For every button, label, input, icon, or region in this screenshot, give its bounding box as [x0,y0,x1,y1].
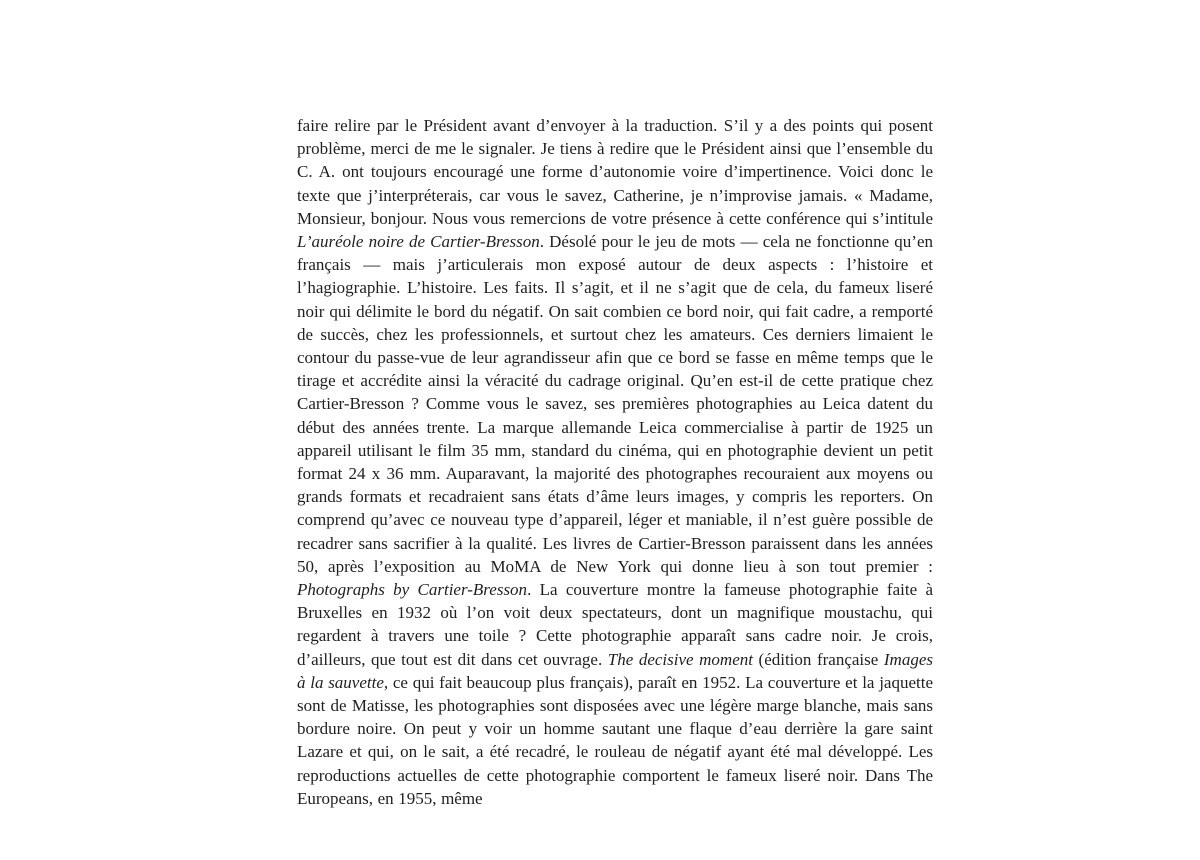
italic-text-segment: L’auréole noire de Cartier-Bresson [297,232,540,252]
page-paragraph [297,114,933,810]
italic-text-segment: The decisive moment [607,649,753,669]
text-segment: . Désolé pour le jeu de mots — cela ne fonctionne qu’en français — mais j’articulerais mon exposé autour de deux aspects : l’histoire et l’hagiographie. L’histoire. Les faits. Il s’agit, et il ne s’agit que de cela, du fameux liseré noir qui délimite le bord du négatif. On sait combien ce bord noir, qui fait cadre, a remporté de succès, chez les professionnels, et surtout chez les amateurs. Ces derniers limaient le contour du passe-vue de leur agrandisseur afin que ce bord se fasse en même temps que le tirage et accrédite ainsi la véracité du cadrage original. Qu’en est-il de cette pratique chez Cartier-Bresson ? Comme vous le savez, ses premières photographies au Leica datent du début des années trente. La marque allemande Leica commercialise à partir de 1925 un appareil utilisant le film 35 mm, standard du cinéma, qui en photographie devient un petit format 24 x 36 mm. Auparavant, la majorité des photographes recouraient aux moyens ou grands formats et recadraient sans états d’âme leurs images, y compris les reporters. On comprend qu’avec ce nouveau type d’appareil, léger et maniable, il n’est guère possible de recadrer sans sacrifier à la qualité. Les livres de Cartier-Bresson paraissent dans les années 50, après l’exposition au MoMA de New York qui donne lieu à son tout premier : [297,232,934,576]
italic-text-segment: Photographs by Cartier-Bresson [297,580,528,600]
text-segment: faire relire par le Président avant d’envoyer à la traduction. S’il y a des points qui posent problème, merci de me le signaler. Je tiens à redire que le Président ainsi que l’ensemble du C. A. ont toujours encouragé une forme d’autonomie voire d’impertinence. Voici donc le texte que j’interpréterais, car vous le savez, Catherine, je n’improvise jamais. « Madame, Monsieur, bonjour. Nous vous remercions de votre présence à cette conférence qui s’intitule [297,116,933,228]
italic-text-segment: Images à la sauvette [297,649,933,692]
text-segment: . La couverture montre la fameuse photographie faite à Bruxelles en 1932 où l’on voit deux spectateurs, dont un magnifique moustachu, qui regardent à travers une toile ? Cette photographie apparaît sans cadre noir. Je crois, d’ailleurs, que tout est dit dans cet ouvrage. [297,580,933,669]
text-segment: , ce qui fait beaucoup plus français), paraît en 1952. La couverture et la jaquette sont de Matisse, les photographies sont disposées avec une légère marge blanche, mais sans bordure noire. On peut y voir un homme sautant une flaque d’eau derrière la gare saint Lazare et qui, on le sait, a été recadré, le rouleau de négatif ayant été mal développé. Les reproductions actuelles de cette photographie comportent le fameux liseré noir. Dans The Europeans, en 1955, même [297,672,933,808]
text-segment: (édition française [752,649,884,669]
